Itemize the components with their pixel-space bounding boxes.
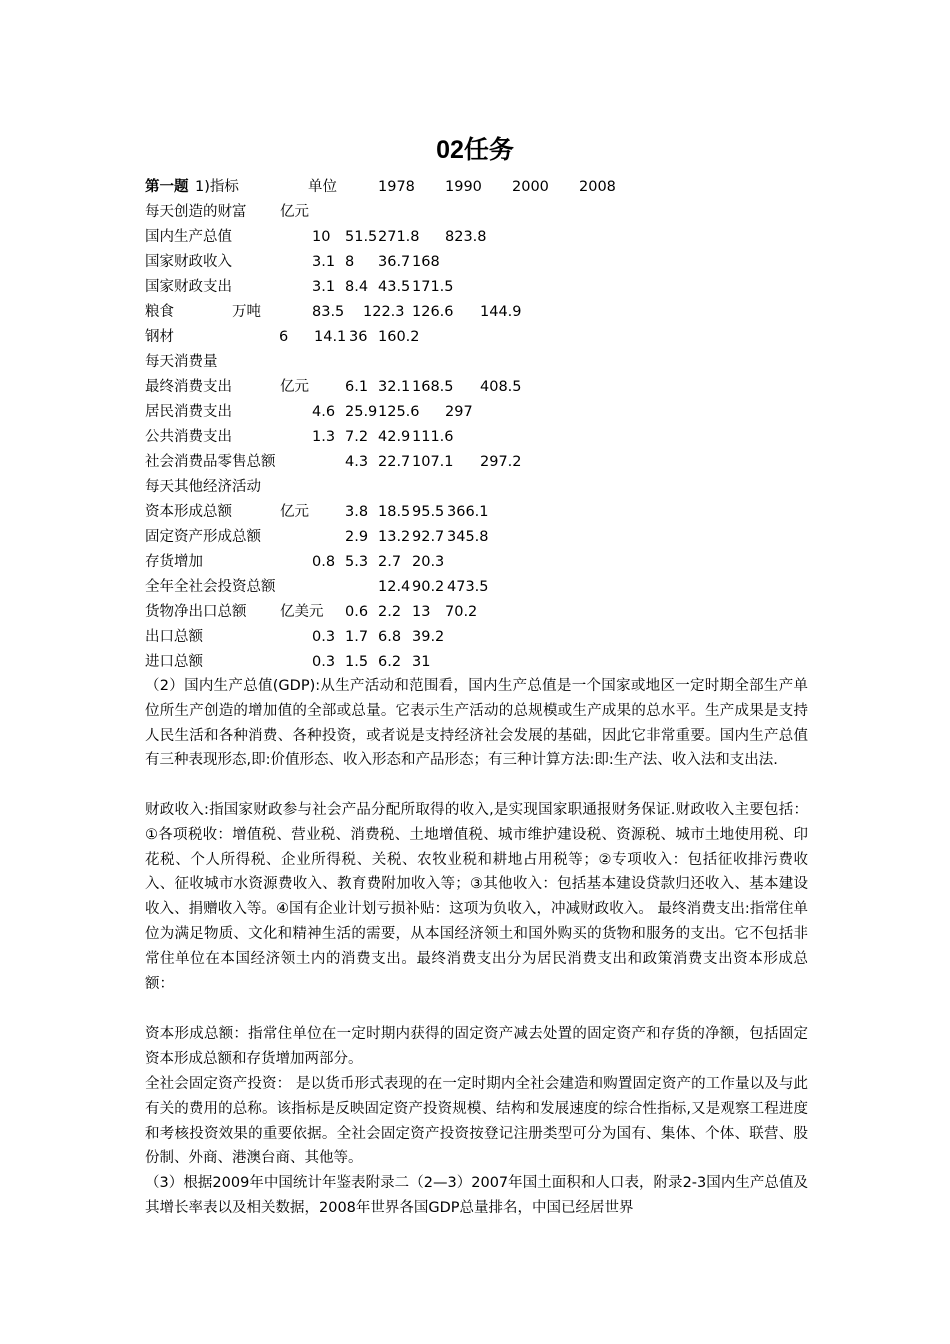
table-row — [145, 450, 522, 474]
table-row — [145, 550, 445, 574]
table-row — [145, 325, 420, 349]
paragraph-fixed-asset-investment: 全社会固定资产投资： 是以货币形式表现的在一定时期内全社会建造和购置固定资产的工作量以及与此有关的费用的总称。该指标是反映固定资产投资规模、结构和发展速度的综合性指标,又是观察工程进度和考核投资效果的重要依据。全社会固定资产投资按登记注册类型可分为国有、集体、个体、联营、股份制、外商、港澳台商、其他等。 — [145, 1076, 808, 1167]
table-row — [145, 250, 440, 274]
row-value: 4.6 — [312, 404, 336, 420]
row-value: 408.5 — [480, 379, 522, 395]
header-1990: 1990 — [445, 179, 482, 195]
row-value: 171.5 — [412, 279, 454, 295]
row-value: 14.1 — [314, 329, 347, 345]
header-2008: 2008 — [579, 179, 616, 195]
table-row — [145, 400, 473, 424]
row-value: 6.8 — [378, 629, 402, 645]
row-value: 144.9 — [480, 304, 522, 320]
row-value: 168 — [412, 254, 440, 270]
row-value: 1.5 — [345, 654, 369, 670]
row-value: 92.7 — [412, 529, 445, 545]
row-value: 20.3 — [412, 554, 445, 570]
row-value: 6.1 — [345, 379, 369, 395]
paragraph-fiscal-revenue: 财政收入:指国家财政参与社会产品分配所取得的收入,是实现国家职通报财务保证.财政收入主要包括：①各项税收：增值税、营业税、消费税、土地增值税、城市维护建设税、资源税、城市土地使用税、印花税、个人所得税、企业所得税、关税、农牧业税和耕地占用税等；②专项收入：包括征收排污费收入、征收城市水资源费收入、教育费附加收入等；③其他收入：包括基本建设贷款归还收入、基本建设收入、捐赠收入等。④国有企业计划亏损补贴：这项为负收入，冲减财政收入。 最终消费支出:指常住单位为满足物质、文化和精神生活的需要，从本国经济领土和国外购买的货物和服务的支出。它不包括非常住单位在本国经济领土内的消费支出。最终消费支出分为居民消费支出和政策消费支出资本形成总额： — [145, 802, 808, 992]
row-value: 18.5 — [378, 504, 411, 520]
row-label: 国家财政支出 — [145, 279, 232, 295]
row-value: 2.2 — [378, 604, 402, 620]
header-unit: 单位 — [308, 179, 337, 195]
row-value: 10 — [312, 229, 331, 245]
row-value: 125.6 — [378, 404, 420, 420]
row-value: 823.8 — [445, 229, 487, 245]
row-label: 资本形成总额 — [145, 504, 232, 520]
paragraph-capital-formation: 资本形成总额：指常住单位在一定时期内获得的固定资产减去处置的固定资产和存货的净额，包括固定资本形成总额和存货增加两部分。 — [145, 1026, 808, 1067]
row-unit: 亿元 — [280, 379, 309, 395]
row-label: 每天消费量 — [145, 354, 218, 370]
row-value: 0.3 — [312, 654, 336, 670]
row-value: 297.2 — [480, 454, 522, 470]
paragraph-part3: （3）根据2009年中国统计年鉴表附录二（2—3）2007年国土面积和人口表，附录2-3国内生产总值及其增长率表以及相关数据，2008年世界各国GDP总量排名，中国已经居世界 — [145, 1175, 808, 1216]
row-value: 51.5 — [345, 229, 378, 245]
row-value: 3.8 — [345, 504, 369, 520]
row-unit: 万吨 — [232, 304, 261, 320]
row-value: 473.5 — [447, 579, 489, 595]
table-row — [145, 225, 487, 249]
row-label: 钢材 — [145, 329, 174, 345]
row-value: 90.2 — [412, 579, 445, 595]
row-value: 366.1 — [447, 504, 489, 520]
row-unit: 亿元 — [280, 204, 309, 220]
table-row — [145, 575, 489, 599]
row-label: 固定资产形成总额 — [145, 529, 261, 545]
row-label: 粮食 — [145, 304, 174, 320]
row-label: 每天创造的财富 — [145, 204, 247, 220]
row-value: 297 — [445, 404, 473, 420]
table-row — [145, 625, 445, 649]
row-label: 全年全社会投资总额 — [145, 579, 276, 595]
row-value: 111.6 — [412, 429, 454, 445]
row-value: 7.2 — [345, 429, 369, 445]
row-value: 8.4 — [345, 279, 369, 295]
row-value: 0.8 — [312, 554, 336, 570]
row-value: 36 — [349, 329, 368, 345]
row-value: 32.1 — [378, 379, 411, 395]
row-value: 13.2 — [378, 529, 411, 545]
row-value: 8 — [345, 254, 355, 270]
header-2000: 2000 — [512, 179, 549, 195]
table-row — [145, 600, 478, 624]
row-value: 271.8 — [378, 229, 420, 245]
table-row — [145, 425, 454, 449]
row-label: 居民消费支出 — [145, 404, 232, 420]
row-label: 每天其他经济活动 — [145, 479, 261, 495]
row-value: 83.5 — [312, 304, 345, 320]
row-value: 1.7 — [345, 629, 369, 645]
row-value: 25.9 — [345, 404, 378, 420]
row-value: 2.9 — [345, 529, 369, 545]
row-label: 社会消费品零售总额 — [145, 454, 276, 470]
row-value: 6.2 — [378, 654, 402, 670]
row-label: 最终消费支出 — [145, 379, 232, 395]
row-value: 4.3 — [345, 454, 369, 470]
row-value: 13 — [412, 604, 431, 620]
row-label: 进口总额 — [145, 654, 203, 670]
row-value: 0.6 — [345, 604, 369, 620]
row-label: 国内生产总值 — [145, 229, 232, 245]
row-label: 公共消费支出 — [145, 429, 232, 445]
row-value: 5.3 — [345, 554, 369, 570]
table-header-row — [145, 175, 616, 199]
table-row — [145, 275, 454, 299]
row-value: 43.5 — [378, 279, 411, 295]
row-value: 12.4 — [378, 579, 411, 595]
row-value: 3.1 — [312, 279, 336, 295]
row-value: 95.5 — [412, 504, 445, 520]
row-value: 126.6 — [412, 304, 454, 320]
row-label: 货物净出口总额 — [145, 604, 247, 620]
row-value: 168.5 — [412, 379, 454, 395]
table-row — [145, 200, 309, 224]
question-label: 第一题 — [145, 179, 189, 195]
row-unit: 亿美元 — [280, 604, 324, 620]
table-row — [145, 375, 522, 399]
row-value: 107.1 — [412, 454, 454, 470]
row-value: 3.1 — [312, 254, 336, 270]
row-value: 36.7 — [378, 254, 411, 270]
row-value: 0.3 — [312, 629, 336, 645]
row-label: 存货增加 — [145, 554, 203, 570]
row-unit: 亿元 — [280, 504, 309, 520]
row-value: 1.3 — [312, 429, 336, 445]
row-value: 122.3 — [363, 304, 405, 320]
row-value: 345.8 — [447, 529, 489, 545]
row-value: 6 — [279, 329, 289, 345]
row-label: 国家财政收入 — [145, 254, 232, 270]
row-label: 出口总额 — [145, 629, 203, 645]
table-row — [145, 475, 261, 499]
paragraph-gdp: （2）国内生产总值(GDP):从生产活动和范围看，国内生产总值是一个国家或地区一定时期全部生产单位所生产创造的增加值的全部或总量。它表示生产活动的总规模或生产成果的总水平。生产成果是支持人民生活和各种消费、各种投资，或者说是支持经济社会发展的基础，因此它非常重要。国内生产总值有三种表现形态,即:价值形态、收入形态和产品形态；有三种计算方法:即:生产法、收入法和支出法. — [145, 678, 808, 769]
row-value: 70.2 — [445, 604, 478, 620]
header-1978: 1978 — [378, 179, 415, 195]
table-row — [145, 650, 431, 674]
table-row — [145, 350, 218, 374]
row-value: 39.2 — [412, 629, 445, 645]
table-row — [145, 300, 522, 324]
row-value: 22.7 — [378, 454, 411, 470]
row-value: 31 — [412, 654, 431, 670]
row-value: 160.2 — [378, 329, 420, 345]
header-indicator: 1)指标 — [195, 179, 239, 195]
row-value: 2.7 — [378, 554, 402, 570]
table-row — [145, 525, 489, 549]
table-row — [145, 500, 489, 524]
row-value: 42.9 — [378, 429, 411, 445]
document-title: 02任务 — [436, 136, 514, 164]
